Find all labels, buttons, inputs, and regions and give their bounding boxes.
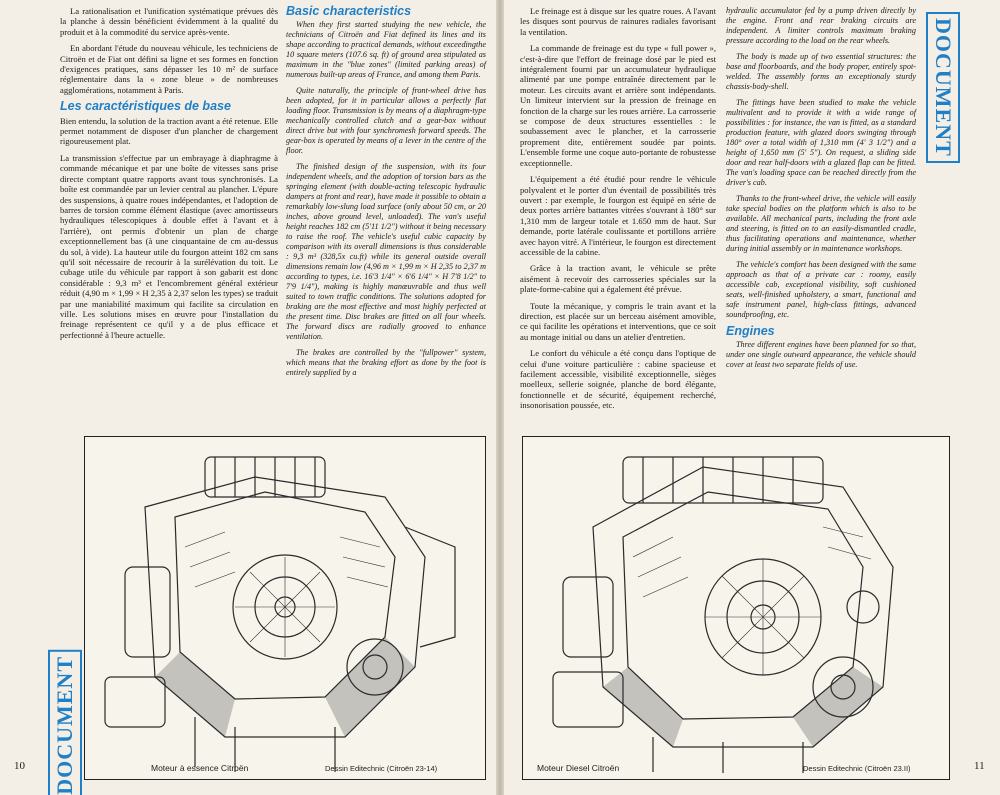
paragraph: hydraulic accumulator fed by a pump driven directly by the engine. Front and rear braking circuits are independent. A limiter controls maximum braking pressure according to the load on the rear wheels. bbox=[726, 6, 916, 45]
figure-caption: Moteur à essence Citroën bbox=[151, 763, 249, 773]
paragraph: La rationalisation et l'unification systématique prévues dès la planche à dessin bénéficient évidemment à la qualité du produit et à la commodité du service après-vente. bbox=[60, 6, 278, 37]
paragraph: En abordant l'étude du nouveau véhicule, les techniciens de Citroën et de Fiat ont défini sa ligne et ses formes en fonction d'exigences pratiques, sans dépasser les 10 m² de surface réglementaire dans la « zone bleue » de nombreuses agglomérations, notamment à Paris. bbox=[60, 43, 278, 95]
paragraph: Thanks to the front-wheel drive, the vehicle will easily take special bodies on the platform which is also to be available. All mechanical parts, including the front axle and steering, is fitted on to an easily-dismantled cradle, thus facilitating operations and maintenance, whether during initial assembly or in maintenance workshops. bbox=[726, 194, 916, 253]
binding-gutter bbox=[496, 0, 504, 795]
section-heading: Les caractéristiques de base bbox=[60, 99, 231, 114]
paragraph: Bien entendu, la solution de la traction avant a été retenue. Elle permet notamment de disposer d'un plancher de chargement rigoureusement plat. bbox=[60, 115, 278, 147]
right-french-column bbox=[520, 6, 716, 417]
document-label: DOCUMENT bbox=[48, 650, 82, 795]
figure-caption: Moteur Diesel Citroën bbox=[537, 763, 620, 773]
paragraph: Toute la mécanique, y compris le train avant et la direction, est placée sur un berceau aisément amovible, ce qui facilite les opérations et interventions, que ce soit au montage initial ou dans un atelier d'entretien. bbox=[520, 300, 716, 342]
paragraph: Grâce à la traction avant, le véhicule se prête aisément à recevoir des carrosseries spéciales sur la plate-forme-cabine qui a également été prévue. bbox=[520, 263, 716, 295]
paragraph: The finished design of the suspension, with its four independent wheels, and the adoption of torsion bars as the springing element (with double-acting telescopic hydraulic dampers at front and rear), have made it possible to obtain a remarkably low-slung load surface (only about 50 cm, or 20 inches, above ground level, unloaded). The van's useful height reaches 182 cm (5'11 1/2") without it being necessary to raise the roof. The vehicle's useful cubic capacity by comparison with its overall dimensions is thus considerable : 9,3 m³ (328,5x cu.ft) while its general outside overall dimensions remain low (4,96 m × 1,99 m × H 2,35 to 2,37 m according to types, i.e. 16'3 1/4" × 6'6 1/4" × H 7'8 1/2" to 7'9 1/4"), making is highly manœuvrable and thus well suited to town traffic conditions. The solutions adopted for braking are the most effective and most highly perfected at the present time. Disc brakes are fitted on all four wheels. The forward discs are radially grooved to enhance ventilation. bbox=[286, 162, 486, 341]
paragraph: The body is made up of two essential structures: the base and floorboards, and the body proper, entirely spot-welded. The assembly forms an exceptionaly sturdy chassis-body-shell. bbox=[726, 52, 916, 91]
document-label: DOCUMENT bbox=[926, 12, 960, 163]
left-english-column bbox=[286, 6, 486, 384]
paragraph: Quite naturally, the principle of front-wheel drive has been adopted, for it in particular allows a perfectly flat loading floor. Transmission is by means of a diaphragm-type mechanically controlled clutch and a gear-box without direct drive but with four synchromesh forward speeds. The gear-box is operated by means of a lever in the centre of the floor. bbox=[286, 86, 486, 155]
engine-cutaway-drawing bbox=[85, 437, 485, 779]
figure-credit: Dessin Editechnic (Citroën 23-14) bbox=[325, 764, 438, 773]
section-heading: Engines bbox=[726, 324, 775, 338]
left-page bbox=[0, 0, 496, 795]
left-french-column bbox=[60, 6, 278, 346]
diesel-engine-illustration bbox=[522, 436, 950, 780]
paragraph: Le freinage est à disque sur les quatre roues. A l'avant les disques sont pourvus de rainures radiales favorisant la ventilation. bbox=[520, 6, 716, 37]
section-heading: Basic characteristics bbox=[286, 4, 412, 18]
paragraph: L'équipement a été étudié pour rendre le véhicule polyvalent et le porter d'un éventail de possibilités très ouvert : par exemple, le fourgon est équipé en série de deux portes arrière battantes vitrées s'ouvrant à 180° sur 1,310 mm de largeur totale et 1.650 mm de haut. Sur demande, porte latérale coulissante et portillons arrière avec hayon vitré. A l'intérieur, le fourgon est directement accessible de la cabine. bbox=[520, 174, 716, 257]
right-english-column bbox=[726, 6, 916, 376]
right-page bbox=[504, 0, 1000, 795]
paragraph: Le confort du véhicule a été conçu dans l'optique de celui d'une voiture particulière : cabine spacieuse et facilement accessible, visibilité exceptionnelle, sièges moelleux, sellerie soignée, planche de bord élégante, fonctionnelle et de sécurité, équipement recherché, insonorisation poussée, etc. bbox=[520, 348, 716, 411]
paragraph: When they first started studying the new vehicle, the technicians of Citroën and Fiat defined its lines and its shape according to practical demands, without exceedingthe 10 square meters (107.6 sq. ft) of ground area stipulated as maximum in the "blue zones" (limited parking areas) of numerous built-up areas of France, and among them Paris. bbox=[286, 20, 486, 79]
engine-cutaway-drawing bbox=[523, 437, 949, 779]
figure-credit: Dessin Editechnic (Citroën 23.II) bbox=[803, 764, 911, 773]
paragraph: The vehicle's comfort has been designed with the same approach as that of a private car : roomy, easily accessible cab, exceptional visibility, soft cushioned seats, well-finished upholstery, a smart, functional and safe instrument panel, high-class fittings, advanced soundproofing, etc. bbox=[726, 260, 916, 319]
petrol-engine-illustration bbox=[84, 436, 486, 780]
paragraph: The brakes are controlled by the "fullpower" system, which means that the braking effort as done by the foot is entirely supplied by a bbox=[286, 348, 486, 377]
paragraph: La commande de freinage est du type « full power », c'est-à-dire que l'effort de freinage dosé par le pied est intégralement fourni par un accumulateur hydraulique alimenté par une pompe entraînée directement par le moteur. Les circuits avant et arrière sont indépendants. Un limiteur intervient sur la pression de freinage en fonction de la charge sur les roues arrière. La carrosserie se compose de deux structures essentielles : le soubassement avec le plancher, et la carrosserie proprement dite, entièrement soudée par points. L'ensemble forme une coque auto-portante de robustesse exceptionnelle. bbox=[520, 43, 716, 168]
paragraph: The fittings have been studied to make the vehicle multivalent and to provide it with a wide range of possibilities : for instance, the van is fitted, as a standard production feature, with glazed doors swinging through 180° over a total width of 1,310 mm (4' 3 1/2") and a height of 1,650 mm (5' 5"). On request, a sliding side door and rear half-doors with a glazed flap can be fitted. The van's loading space can be reached directly from the driver's cab. bbox=[726, 98, 916, 187]
page-number: 11 bbox=[974, 760, 985, 772]
page-number: 10 bbox=[14, 760, 25, 772]
paragraph: Three different engines have been planned for so that, under one single outward appearance, the vehicle should cover at least two separate fields of use. bbox=[726, 340, 916, 369]
paragraph: La transmission s'effectue par un embrayage à diaphragme à commande mécanique et par une boîte de vitesses sans prise directe comptant quatre rapports avant tous synchronisés. La boîte est commandée par un levier central au plancher. L'épure des suspensions, à quatre roues indépendantes, et l'adoption de barres de torsion comme élément élastique (avec amortisseurs hydrauliques télescopiques à double effet à l'avant et à l'arrière), ont permis d'obtenir un plan de charge exceptionnellement bas (à une cinquantaine de cm au-dessus du sol, à vide). La hauteur utile du fourgon atteint 182 cm sans qu'il soit nécessaire de recourir à la surélévation du toit. Le cubage utile du véhicule par rapport à son gabarit est donc considérable : 9,3 m³ et l'encombrement général extérieur réduit (4,90 m × 1,99 × H 2,35 à 2,37 selon les types) se traduit par une maniabilité maximum qui facilite sa circulation en ville. Les solutions mises en œuvre pour l'installation du freinage représentent ce qu'il y a de plus efficace et perfectionné à l'heure actuelle. bbox=[60, 152, 278, 340]
